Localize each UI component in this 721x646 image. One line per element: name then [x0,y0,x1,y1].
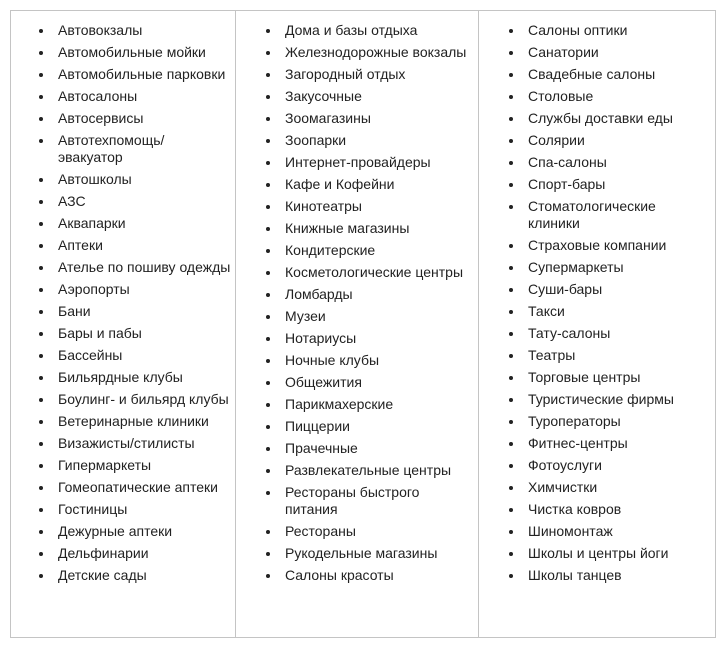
list-item: Автошколы [39,171,231,188]
list-item: Свадебные салоны [509,66,711,83]
list-item: Такси [509,303,711,320]
list-item: Железнодорожные вокзалы [266,44,474,61]
list-item: Супермаркеты [509,259,711,276]
list-item: Развлекательные центры [266,462,474,479]
category-list [39,22,231,589]
list-item: Рестораны [266,523,474,540]
list-item: Ночные клубы [266,352,474,369]
list-item: Чистка ковров [509,501,711,518]
list-item: Солярии [509,132,711,149]
list-item: Ветеринарные клиники [39,413,231,430]
list-item: Автомобильные парковки [39,66,231,83]
list-item: Школы танцев [509,567,711,584]
category-list [509,22,711,589]
list-item: Химчистки [509,479,711,496]
list-item: Гостиницы [39,501,231,518]
list-item: Закусочные [266,88,474,105]
list-item: Дельфинарии [39,545,231,562]
list-item: Туристические фирмы [509,391,711,408]
list-item: АЗС [39,193,231,210]
list-item: Бары и пабы [39,325,231,342]
list-item: Автосервисы [39,110,231,127]
list-item: Книжные магазины [266,220,474,237]
list-item: Санатории [509,44,711,61]
list-item: Кафе и Кофейни [266,176,474,193]
list-item: Зоомагазины [266,110,474,127]
list-item: Нотариусы [266,330,474,347]
list-item: Гомеопатические аптеки [39,479,231,496]
list-item: Визажисты/стилисты [39,435,231,452]
list-item: Бассейны [39,347,231,364]
list-item: Стоматологические клиники [509,198,711,232]
category-list [266,22,474,589]
category-table [10,10,716,638]
list-item: Салоны оптики [509,22,711,39]
list-item: Общежития [266,374,474,391]
list-item: Дома и базы отдыха [266,22,474,39]
list-item: Автосалоны [39,88,231,105]
list-item: Страховые компании [509,237,711,254]
list-item: Службы доставки еды [509,110,711,127]
list-item: Автомобильные мойки [39,44,231,61]
list-item: Автовокзалы [39,22,231,39]
list-item: Бани [39,303,231,320]
list-item: Рестораны быстрого питания [266,484,474,518]
category-column-2 [236,11,479,637]
list-item: Дежурные аптеки [39,523,231,540]
list-item: Автотехпомощь/ эвакуатор [39,132,231,166]
list-item: Бильярдные клубы [39,369,231,386]
list-item: Зоопарки [266,132,474,149]
list-item: Ателье по пошиву одежды [39,259,231,276]
list-item: Спорт-бары [509,176,711,193]
list-item: Торговые центры [509,369,711,386]
list-item: Ломбарды [266,286,474,303]
list-item: Школы и центры йоги [509,545,711,562]
list-item: Фитнес-центры [509,435,711,452]
list-item: Косметологические центры [266,264,474,281]
list-item: Пиццерии [266,418,474,435]
list-item: Боулинг- и бильярд клубы [39,391,231,408]
list-item: Музеи [266,308,474,325]
list-item: Аптеки [39,237,231,254]
list-item: Кондитерские [266,242,474,259]
list-item: Парикмахерские [266,396,474,413]
list-item: Аэропорты [39,281,231,298]
list-item: Интернет-провайдеры [266,154,474,171]
list-item: Салоны красоты [266,567,474,584]
list-item: Спа-салоны [509,154,711,171]
list-item: Столовые [509,88,711,105]
list-item: Загородный отдых [266,66,474,83]
list-item: Шиномонтаж [509,523,711,540]
list-item: Театры [509,347,711,364]
list-item: Кинотеатры [266,198,474,215]
category-column-1 [11,11,236,637]
category-column-3 [479,11,715,637]
list-item: Аквапарки [39,215,231,232]
list-item: Гипермаркеты [39,457,231,474]
list-item: Прачечные [266,440,474,457]
list-item: Тату-салоны [509,325,711,342]
list-item: Рукодельные магазины [266,545,474,562]
list-item: Детские сады [39,567,231,584]
list-item: Суши-бары [509,281,711,298]
list-item: Туроператоры [509,413,711,430]
list-item: Фотоуслуги [509,457,711,474]
